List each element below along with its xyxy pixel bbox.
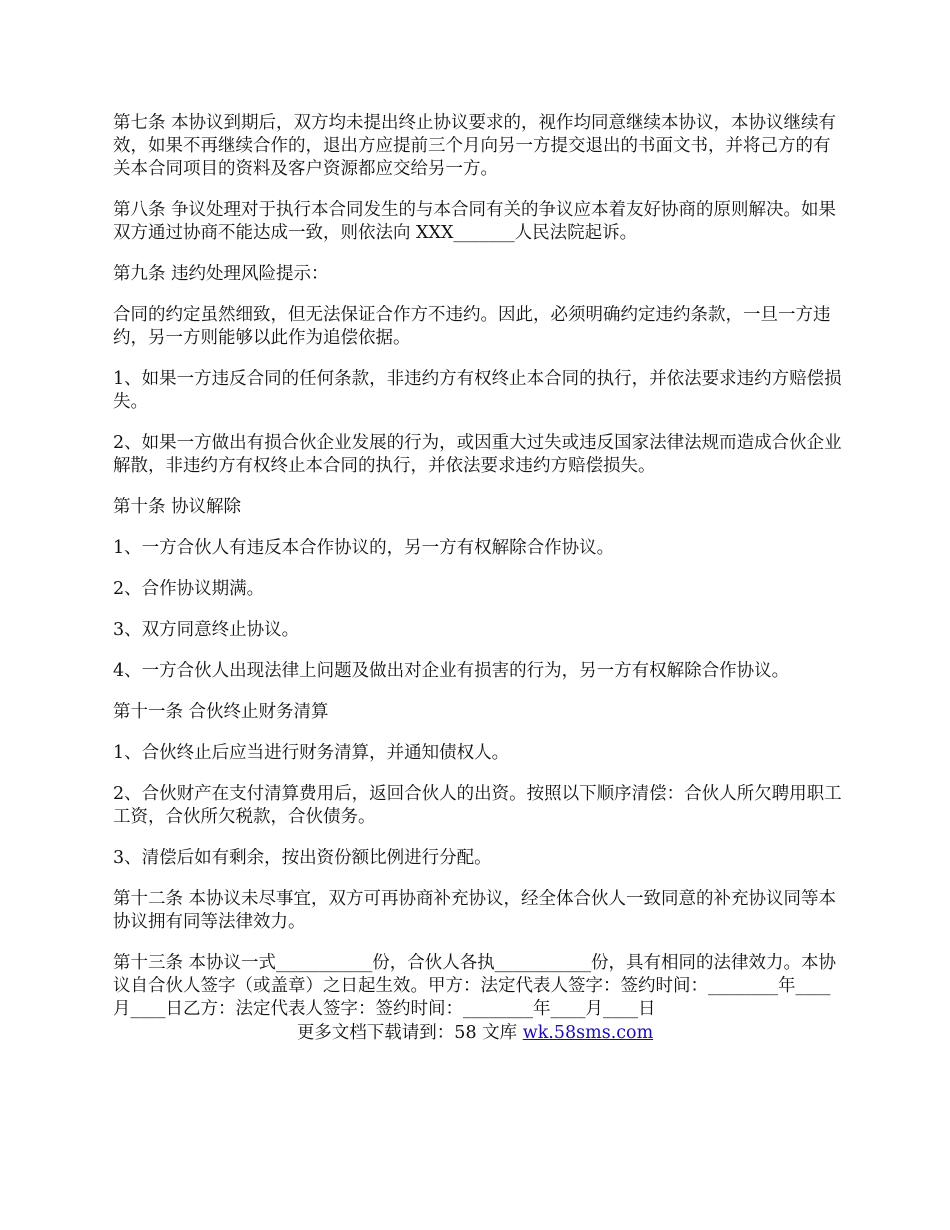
article-10-item-2: 2、合作协议期满。	[113, 579, 265, 599]
article-11-item-1: 1、合伙终止后应当进行财务清算，并通知债权人。	[113, 743, 510, 763]
article-9-risk-note: 合同的约定虽然细致，但无法保证合作方不违约。因此，必须明确约定违约条款，一旦一方违约，另一方则能够以此作为追偿依据。	[113, 305, 831, 348]
article-9-item-2: 2、如果一方做出有损合伙企业发展的行为，或因重大过失或违反国家法律法规而造成合伙企业解散，非违约方有权终止本合同的执行，并依法要求违约方赔偿损失。	[113, 433, 842, 476]
article-10-item-1: 1、一方合伙人有违反本合作协议的，另一方有权解除合作协议。	[113, 538, 615, 558]
article-13: 第十三条 本协议一式___________份，合伙人各执___________份，具有相同的法律效力。本协议自合伙人签字（或盖章）之日起生效。甲方：法定代表人签字：签约时间：________年____月____日乙方：法定代表人签字：签约时间：________年____月____日	[113, 953, 837, 1019]
document-body	[113, 112, 843, 1039]
article-12: 第十二条 本协议未尽事宜，双方可再协商补充协议，经全体合伙人一致同意的补充协议同等本协议拥有同等法律效力。	[113, 889, 837, 932]
article-11-item-2: 2、合伙财产在支付清算费用后，返回合伙人的出资。按照以下顺序清偿：合伙人所欠聘用职工工资，合伙所欠税款，合伙债务。	[113, 784, 842, 827]
footer-text: 更多文档下载请到：58 文库	[296, 1023, 523, 1043]
footer-link[interactable]: wk.58sms.com	[522, 1023, 654, 1043]
article-7: 第七条 本协议到期后，双方均未提出终止协议要求的，视作均同意继续本协议，本协议继续有效，如果不再继续合作的，退出方应提前三个月向另一方提交退出的书面文书，并将己方的有关本合同项目的资料及客户资源都应交给另一方。	[113, 113, 837, 179]
article-10-item-4: 4、一方合伙人出现法律上问题及做出对企业有损害的行为，另一方有权解除合作协议。	[113, 661, 790, 681]
article-11-heading: 第十一条 合伙终止财务清算	[113, 702, 329, 722]
article-10-item-3: 3、双方同意终止协议。	[113, 620, 300, 640]
footer	[0, 1022, 950, 1045]
article-10-heading: 第十条 协议解除	[113, 497, 242, 517]
article-9-heading: 第九条 违约处理风险提示：	[113, 264, 329, 284]
article-11-item-3: 3、清偿后如有剩余，按出资份额比例进行分配。	[113, 848, 492, 868]
article-8: 第八条 争议处理对于执行本合同发生的与本合同有关的争议应本着友好协商的原则解决。如果双方通过协商不能达成一致，则依法向 XXX_______人民法院起诉。	[113, 200, 837, 243]
article-9-item-1: 1、如果一方违反合同的任何条款，非违约方有权终止本合同的执行，并依法要求违约方赔偿损失。	[113, 369, 842, 412]
